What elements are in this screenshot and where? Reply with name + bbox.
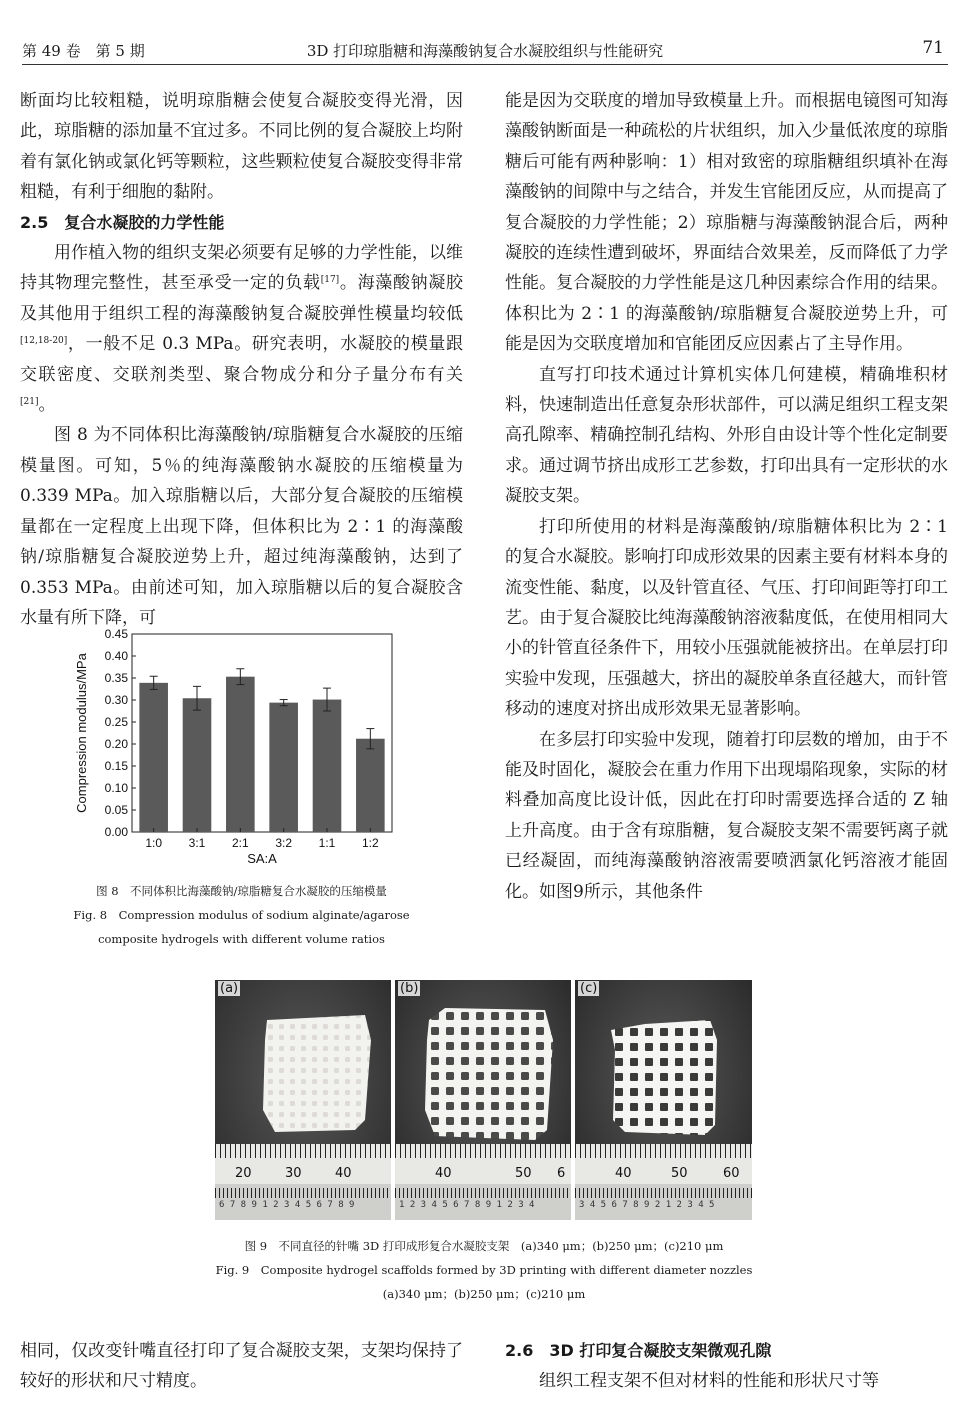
figure-8-caption (20, 879, 463, 951)
page-number: 71 (922, 38, 944, 58)
panel-label: (c) (580, 981, 598, 996)
section-heading-2-6: 2.6 3D 打印复合凝胶支架微观孔隙 (505, 1341, 772, 1360)
y-tick-label: 0.40 (104, 649, 128, 663)
bar (226, 677, 255, 832)
right-column-top (505, 86, 948, 907)
paragraph: 组织工程支架不但对材料的性能和形状尺寸等 (539, 1371, 879, 1392)
y-tick-label: 0.00 (104, 825, 128, 839)
left-column-bottom (20, 1336, 463, 1397)
caption-en: composite hydrogels with different volume ratios (98, 932, 385, 946)
paragraph: 直写打印技术通过计算机实体几何建模，精确堆积材料，快速制造出任意复杂形状部件，可以满足组织工程支架高孔隙率、精确控制孔结构、外形自由设计等个性化定制要求。通过调节挤出成形工艺参数，打印出具有一定形状的水凝胶支架。 (505, 364, 948, 507)
x-tick-label: 3:2 (275, 836, 293, 850)
bar (139, 683, 168, 832)
citation[interactable]: [21] (20, 397, 39, 408)
y-tick-label: 0.05 (104, 803, 128, 817)
bar (183, 698, 212, 832)
caption-cn: 图 9 不同直径的针嘴 3D 打印成形复合水凝胶支架 (a)340 μm；(b)250 μm；(c)210 μm (244, 1239, 724, 1253)
y-tick-label: 0.15 (104, 759, 128, 773)
y-axis-label: Compression modulus/MPa (74, 653, 89, 813)
x-tick-label: 3:1 (188, 836, 206, 850)
figure-9-caption (60, 1234, 908, 1306)
paragraph: 用作植入物的组织支架必须要有足够的力学性能，以维持其物理完整性，甚至承受一定的负载[17]。海藻酸钠凝胶及其他用于组织工程的海藻酸钠复合凝胶弹性模量均较低[12,18-20]，一般不足 0.3 MPa。研究表明，水凝胶的模量跟交联密度、交联剂类型、聚合物成分和分子量分布有关[21]。 (20, 243, 464, 416)
paragraph: 在多层打印实验中发现，随着打印层数的增加，由于不能及时固化，凝胶会在重力作用下出现塌陷现象，实际的材料叠加高度比设计低，因此在打印时需要选择合适的 Z 轴上升高度。由于含有琼脂糖，复合凝胶支架不需要钙离子就已经凝固，而纯海藻酸钠溶液需要喷洒氯化钙溶液才能固化。如图9所示，其他条件 (505, 729, 948, 902)
figure-8-bar-chart (60, 622, 440, 872)
x-axis-label: SA:A (247, 851, 277, 866)
x-tick-label: 1:1 (318, 836, 336, 850)
y-tick-label: 0.10 (104, 781, 128, 795)
journal-volume-issue: 第 49 卷 第 5 期 (22, 42, 145, 60)
x-tick-label: 1:2 (361, 836, 379, 850)
caption-en: Fig. 9 Composite hydrogel scaffolds formed by 3D printing with different diameter nozzles (215, 1263, 753, 1277)
x-tick-label: 1:0 (145, 836, 163, 850)
y-tick-label: 0.20 (104, 737, 128, 751)
y-tick-label: 0.25 (104, 715, 128, 729)
y-tick-label: 0.30 (104, 693, 128, 707)
photo-a (215, 980, 391, 1220)
x-tick-label: 2:1 (231, 836, 249, 850)
citation[interactable]: [17] (320, 275, 340, 286)
bar (356, 739, 385, 832)
caption-en: Fig. 8 Compression modulus of sodium alginate/agarose (73, 908, 410, 922)
ruler: 40 50 60 3 4 5 6 7 8 9 2 1 2 3 4 5 (575, 1144, 752, 1220)
bar (313, 700, 342, 832)
panel-label: (b) (400, 981, 419, 996)
ruler: 20 30 40 6 7 8 9 1 2 3 4 5 6 7 8 9 (215, 1144, 391, 1220)
left-column-top (20, 86, 463, 633)
running-title: 3D 打印琼脂糖和海藻酸钠复合水凝胶组织与性能研究 (306, 42, 664, 60)
photo-c (575, 980, 752, 1220)
plot-frame (132, 634, 392, 832)
paragraph: 图 8 为不同体积比海藻酸钠/琼脂糖复合水凝胶的压缩模量图。可知，5％的纯海藻酸钠水凝胶的压缩模量为 0.339 MPa。加入琼脂糖以后，大部分复合凝胶的压缩模量都在一定程度上出现下降，但体积比为 2∶1 的海藻酸钠/琼脂糖复合凝胶逆势上升，超过纯海藻酸钠，达到了 0.353 MPa。由前述可知，加入琼脂糖以后的复合凝胶含水量有所下降，可 (20, 425, 463, 628)
photo-b (395, 980, 571, 1220)
paragraph: 相同，仅改变针嘴直径打印了复合凝胶支架，支架均保持了较好的形状和尺寸精度。 (20, 1341, 463, 1392)
y-tick-label: 0.45 (104, 627, 128, 641)
citation[interactable]: [12,18-20] (20, 336, 68, 347)
caption-en: (a)340 μm；(b)250 μm；(c)210 μm (382, 1287, 586, 1301)
paragraph: 打印所使用的材料是海藻酸钠/琼脂糖体积比为 2∶1 的复合水凝胶。影响打印成形效果的因素主要有材料本身的流变性能、黏度，以及针管直径、气压、打印间距等打印工艺。由于复合凝胶比纯海藻酸钠溶液黏度低，在使用相同大小的针管直径条件下，用较小压强就能被挤出。在单层打印实验中发现，压强越大，挤出的凝胶单条直径越大，而针管移动的速度对挤出成形效果无显著影响。 (505, 516, 948, 720)
paragraph: 能是因为交联度的增加导致模量上升。而根据电镜图可知海藻酸钠断面是一种疏松的片状组织，加入少量低浓度的琼脂糖后可能有两种影响：1）相对致密的琼脂糖组织填补在海藻酸钠的间隙中与之结合，并发生官能团反应，从而提高了复合凝胶的力学性能；2）琼脂糖与海藻酸钠混合后，两种凝胶的连续性遭到破坏，界面结合效果差，反而降低了力学性能。复合凝胶的力学性能是这几种因素综合作用的结果。体积比为 2∶1 的海藻酸钠/琼脂糖复合凝胶逆势上升，可能是因为交联度增加和官能团反应因素占了主导作用。 (505, 91, 948, 355)
panel-label: (a) (220, 981, 239, 996)
y-tick-label: 0.35 (104, 671, 128, 685)
ruler: 40 50 6 1 2 3 4 5 6 7 8 9 1 2 3 4 (395, 1144, 571, 1220)
running-header (22, 36, 948, 65)
figure-9-photos (215, 980, 752, 1220)
paragraph: 断面均比较粗糙，说明琼脂糖会使复合凝胶变得光滑，因此，琼脂糖的添加量不宜过多。不同比例的复合凝胶上均附着有氯化钠或氯化钙等颗粒，这些颗粒使复合凝胶变得非常粗糙，有利于细胞的黏附。 (20, 91, 463, 203)
right-column-bottom (505, 1336, 948, 1397)
section-heading-2-5: 2.5 复合水凝胶的力学性能 (20, 212, 225, 232)
caption-cn: 图 8 不同体积比海藻酸钠/琼脂糖复合水凝胶的压缩模量 (96, 884, 387, 898)
bar (269, 703, 298, 832)
